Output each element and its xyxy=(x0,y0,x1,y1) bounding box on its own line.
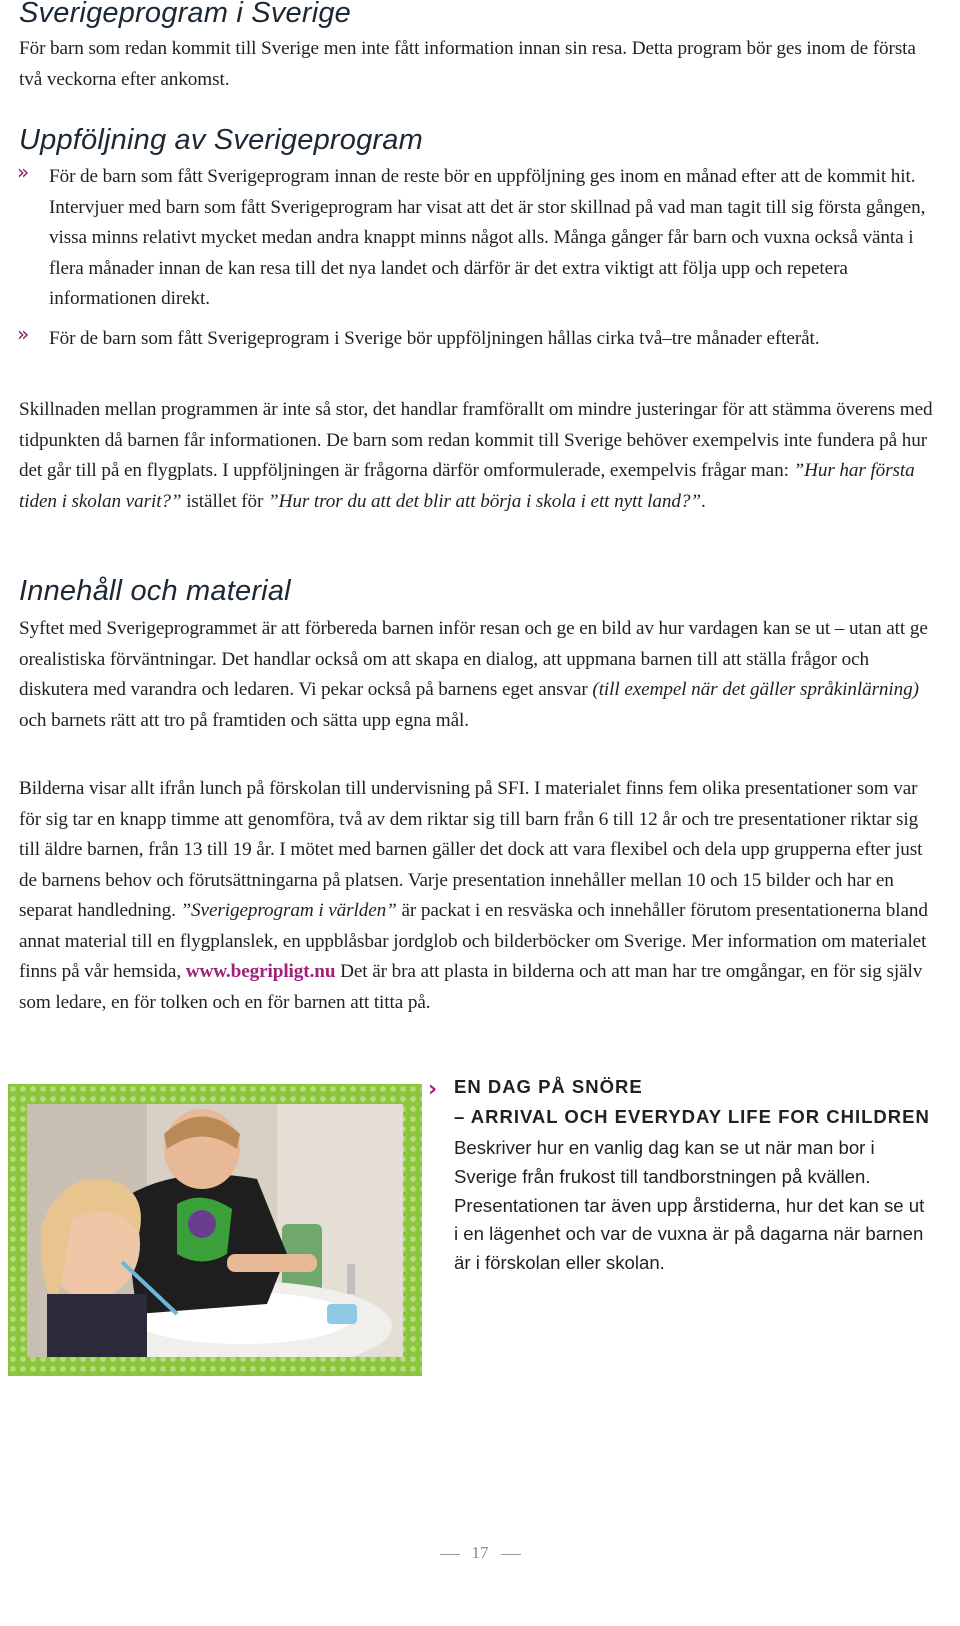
heading-sverigeprogram-i-sverige: Sverigeprogram i Sverige xyxy=(19,0,351,29)
bullet-mark: » xyxy=(17,322,30,346)
text-run: istället för xyxy=(186,490,264,512)
page-number: 17 xyxy=(471,1543,489,1562)
quote-2: ”Hur tror du att det blir att börja i skola i ett nytt land?” xyxy=(268,490,701,512)
box-subtitle: – ARRIVAL OCH EVERYDAY LIFE FOR CHILDREN xyxy=(454,1106,930,1127)
bullet-mark: » xyxy=(17,160,30,184)
paragraph-sverigeprogram-i-sverige: För barn som redan kommit till Sverige men inte fått information innan sin resa. Detta program bör ges inom de första två veckorna efter ankomst. xyxy=(19,38,916,90)
text-run: och barnets rätt att tro på framtiden och sätta upp egna mål. xyxy=(19,709,469,731)
footer-dash-left xyxy=(440,1554,460,1555)
footer-dash-right xyxy=(501,1554,521,1555)
box-title: EN DAG PÅ SNÖRE xyxy=(454,1076,643,1097)
photo-children-brushing-teeth xyxy=(27,1104,403,1357)
italic-run: ”Sverigeprogram i världen” xyxy=(180,900,397,921)
text-run: är packat i en resväska och innehåller förutom presentationerna bland annat material till en flygplanslek, en uppblåsbar jordglob och bilderböcker om Sverige. Mer information om materialet finns på vår hemsida, xyxy=(19,900,928,982)
heading-uppfoljning: Uppföljning av Sverigeprogram xyxy=(19,124,423,156)
text-run: Det är bra att plasta in bilderna och att man har tre omgångar, en för sig själv som ledare, en för tolken och en för barnen att titta på. xyxy=(19,961,923,1013)
bullet-text-2: För de barn som fått Sverigeprogram i Sverige bör uppföljningen hållas cirka två–tre månader efteråt. xyxy=(49,328,820,349)
paragraph-syftet xyxy=(19,614,939,736)
text-run: Syftet med Sverigeprogrammet är att förbereda barnen inför resan och ge en bild av hur vardagen kan se ut – utan att ge orealistiska förväntningar. Det handlar också om att skapa en dialog, att uppmana barnen till att ställa frågor och diskutera med varandra och ledaren. Vi pekar också på barnens eget ansvar xyxy=(19,618,928,700)
photo-illustration xyxy=(27,1104,403,1357)
page-footer xyxy=(0,1543,960,1563)
photo-frame xyxy=(8,1084,422,1376)
paragraph-skillnaden xyxy=(19,395,939,517)
text-run: Bilderna visar allt ifrån lunch på förskolan till undervisning på SFI. I materialet finns fem olika presentationer som var för sig tar en knapp timme att genomföra, två av dem riktar sig till barn från 6 till 12 år och tre presentationer riktar sig till äldre barnen, från 13 till 19 år. I mötet med barnen gäller det dock att vara flexibel och dela upp grupperna efter just de barnens behov och förutsättningarna på platsen. Varje presentation innehåller mellan 10 och 15 bilder och har en separat handledning. xyxy=(19,778,923,921)
quote-1: ”Hur har första tiden i skolan varit?” xyxy=(19,460,915,512)
chevron-right-icon: › xyxy=(428,1077,438,1102)
website-link[interactable]: www.begripligt.nu xyxy=(185,961,336,982)
box-description: Beskriver hur en vanlig dag kan se ut när man bor i Sverige från frukost till tandborstningen på kvällen. Presentationen tar även upp årstiderna, hur det kan se ut i en lägenhet och var de vuxna är på dagarna när barnen är i förskolan eller skolan. xyxy=(454,1137,925,1274)
text-run: . xyxy=(700,490,706,512)
bullet-text-1: För de barn som fått Sverigeprogram innan de reste bör en uppföljning ges inom en månad efter att de kommit hit. Intervjuer med barn som fått Sverigeprogram har visat att det är stor skillnad på vad man tagit till sig första gången, vissa minns relativt mycket medan andra knappt minns något alls. Många gånger får barn och vuxna också vänta i flera månader innan de kan resa till det nya landet och därför är det extra viktigt att följa upp och repetera informationen direkt. xyxy=(49,166,926,309)
text-run: Skillnaden mellan programmen är inte så stor, det handlar framförallt om mindre justeringar för att stämma överens med tidpunkten då barnen får informationen. De barn som redan kommit till Sverige behöver exempelvis inte fundera på hur det går till på en flygplats. I uppföljningen är frågorna därför omformulerade, exempelvis frågar man: xyxy=(19,399,933,481)
paragraph-bilderna xyxy=(19,774,939,1018)
italic-run: (till exempel när det gäller språkinlärning) xyxy=(592,679,919,700)
heading-innehall: Innehåll och material xyxy=(19,575,291,607)
